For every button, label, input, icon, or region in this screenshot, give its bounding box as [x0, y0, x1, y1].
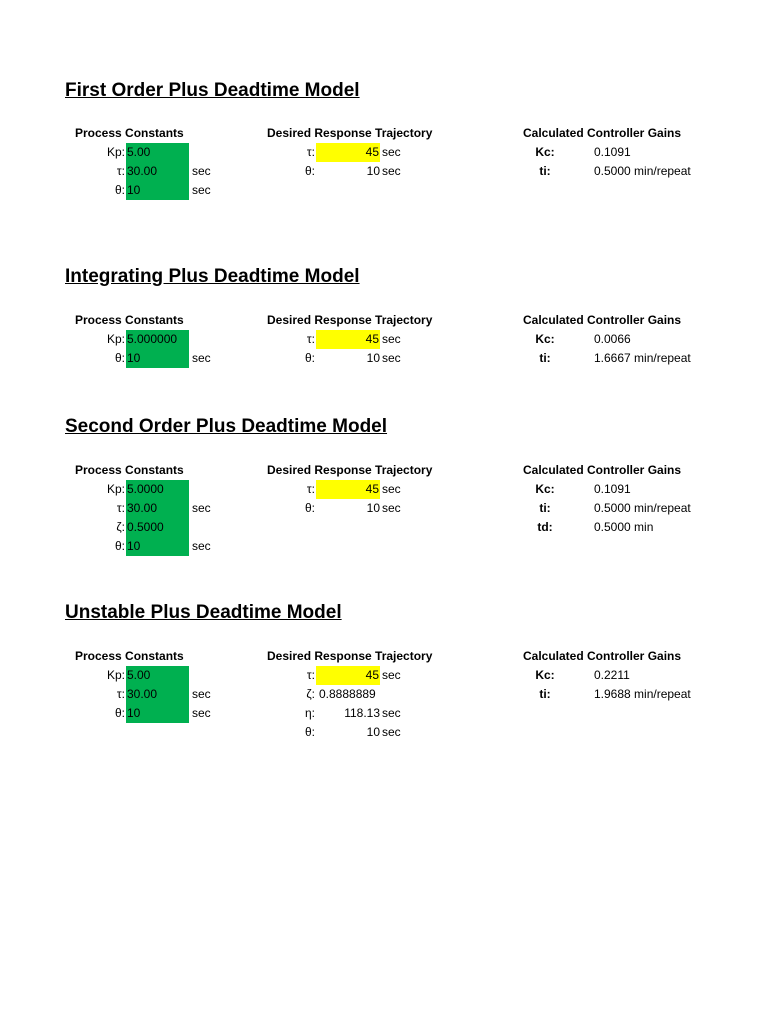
theta-target-unit: sec [382, 501, 401, 515]
ti-label: ti: [539, 501, 551, 515]
ti-value: 0.5000 min/repeat [594, 501, 691, 515]
ti-label: ti: [539, 351, 551, 365]
ti-value: 1.9688 min/repeat [594, 687, 691, 701]
ti-label: ti: [539, 687, 551, 701]
theta-target-unit: sec [382, 725, 401, 739]
process-constants-header: Process Constants [75, 313, 184, 327]
tau-unit: sec [192, 687, 211, 701]
ti-value: 0.5000 min/repeat [594, 164, 691, 178]
row [0, 518, 768, 537]
ti-value: 1.6667 min/repeat [594, 351, 691, 365]
eta-target-label: η: [304, 706, 315, 720]
theta-input-cell[interactable]: 10 [126, 181, 189, 200]
tau-target-unit: sec [382, 668, 401, 682]
kc-value: 0.1091 [594, 482, 631, 496]
tau-target-unit: sec [382, 145, 401, 159]
kp-label: Kp: [106, 145, 125, 159]
desired-trajectory-header: Desired Response Trajectory [267, 126, 433, 140]
kc-label: Kc: [535, 145, 555, 159]
theta-label: θ: [114, 706, 125, 720]
row [0, 666, 768, 685]
td-label: td: [537, 520, 553, 534]
section-title: Unstable Plus Deadtime Model [65, 602, 342, 623]
kc-value: 0.2211 [594, 668, 630, 682]
theta-unit: sec [192, 706, 211, 720]
row [0, 685, 768, 704]
desired-trajectory-header: Desired Response Trajectory [267, 649, 433, 663]
theta-label: θ: [114, 183, 125, 197]
tau-label: τ: [116, 501, 125, 515]
tau-target-unit: sec [382, 482, 401, 496]
row [0, 349, 768, 368]
kp-label: Kp: [106, 668, 125, 682]
theta-target-label: θ: [304, 725, 315, 739]
theta-label: θ: [114, 351, 125, 365]
tau-unit: sec [192, 164, 211, 178]
process-constants-header: Process Constants [75, 649, 184, 663]
ti-label: ti: [539, 164, 551, 178]
row [0, 143, 768, 162]
zeta-target-value: 0.8888889 [319, 687, 376, 701]
tau-target-cell[interactable]: 45 [316, 480, 380, 499]
theta-target-unit: sec [382, 351, 401, 365]
controller-gains-header: Calculated Controller Gains [523, 126, 682, 140]
tau-input-cell[interactable]: 30.00 [126, 162, 189, 181]
tau-target-label: τ: [306, 332, 315, 346]
row [0, 704, 768, 723]
kc-label: Kc: [535, 332, 555, 346]
desired-trajectory-header: Desired Response Trajectory [267, 313, 433, 327]
zeta-label: ζ: [116, 520, 125, 534]
zeta-target-label: ζ: [306, 687, 315, 701]
kp-input-cell[interactable]: 5.00 [126, 666, 189, 685]
zeta-input-cell[interactable]: 0.5000 [126, 518, 189, 537]
theta-target-value: 10 [366, 164, 380, 178]
kp-input-cell[interactable]: 5.0000 [126, 480, 189, 499]
tau-input-cell[interactable]: 30.00 [126, 499, 189, 518]
theta-target-value: 10 [366, 501, 380, 515]
tau-target-label: τ: [306, 145, 315, 159]
theta-input-cell[interactable]: 10 [126, 704, 189, 723]
desired-trajectory-header: Desired Response Trajectory [267, 463, 433, 477]
kp-input-cell[interactable]: 5.00 [126, 143, 189, 162]
row [0, 162, 768, 181]
tau-label: τ: [116, 687, 125, 701]
process-constants-header: Process Constants [75, 463, 184, 477]
eta-target-value: 118.13 [344, 706, 380, 720]
section-title: Integrating Plus Deadtime Model [65, 266, 360, 287]
kc-label: Kc: [535, 482, 555, 496]
tau-target-cell[interactable]: 45 [316, 666, 380, 685]
theta-target-label: θ: [304, 351, 315, 365]
row [0, 723, 768, 742]
controller-gains-header: Calculated Controller Gains [523, 649, 682, 663]
theta-label: θ: [114, 539, 125, 553]
theta-input-cell[interactable]: 10 [126, 349, 189, 368]
kp-label: Kp: [106, 332, 125, 346]
kc-value: 0.1091 [594, 145, 631, 159]
row [0, 330, 768, 349]
controller-gains-header: Calculated Controller Gains [523, 463, 682, 477]
eta-target-unit: sec [382, 706, 401, 720]
theta-target-unit: sec [382, 164, 401, 178]
tau-label: τ: [116, 164, 125, 178]
td-value: 0.5000 min [594, 520, 654, 534]
section-title: First Order Plus Deadtime Model [65, 80, 360, 101]
tau-target-label: τ: [306, 668, 315, 682]
tau-target-unit: sec [382, 332, 401, 346]
kc-value: 0.0066 [594, 332, 631, 346]
theta-unit: sec [192, 351, 211, 365]
tau-target-cell[interactable]: 45 [316, 330, 380, 349]
row [0, 537, 768, 556]
kc-label: Kc: [535, 668, 555, 682]
section-title: Second Order Plus Deadtime Model [65, 416, 388, 437]
process-constants-header: Process Constants [75, 126, 184, 140]
theta-unit: sec [192, 539, 211, 553]
kp-label: Kp: [106, 482, 125, 496]
tau-target-label: τ: [306, 482, 315, 496]
row [0, 480, 768, 499]
tau-input-cell[interactable]: 30.00 [126, 685, 189, 704]
row [0, 181, 768, 200]
tau-target-cell[interactable]: 45 [316, 143, 380, 162]
tau-unit: sec [192, 501, 211, 515]
row [0, 499, 768, 518]
theta-unit: sec [192, 183, 211, 197]
theta-input-cell[interactable]: 10 [126, 537, 189, 556]
theta-target-value: 10 [366, 725, 380, 739]
theta-target-label: θ: [304, 501, 315, 515]
theta-target-label: θ: [304, 164, 315, 178]
controller-gains-header: Calculated Controller Gains [523, 313, 682, 327]
kp-input-cell[interactable]: 5.000000 [126, 330, 189, 349]
theta-target-value: 10 [366, 351, 380, 365]
